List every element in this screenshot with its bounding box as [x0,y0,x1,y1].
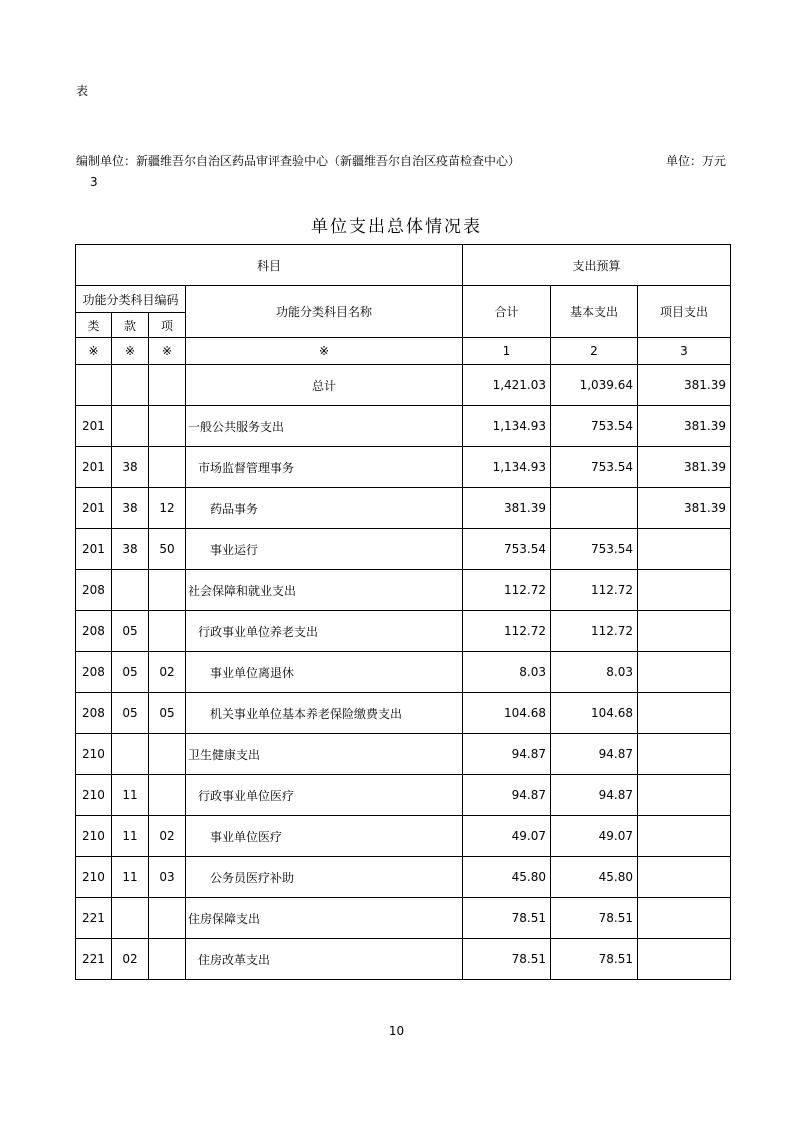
table-row [76,447,731,488]
cell-lei: 210 [76,857,112,898]
cell-name: 市场监督管理事务 [186,447,463,488]
cell-kuan [112,570,149,611]
doc-label: 表 [76,84,89,98]
cell-name: 一般公共服务支出 [186,406,463,447]
cell-kuan: 05 [112,693,149,734]
cell-xiang: 03 [149,857,186,898]
cell-project [638,898,731,939]
table-row [76,529,731,570]
header-subject: 科目 [76,245,463,286]
marker-project: 3 [638,338,731,365]
cell-project [638,570,731,611]
header-name: 功能分类科目名称 [186,286,463,338]
cell-project [638,652,731,693]
cell-xiang: 02 [149,816,186,857]
cell-total: 753.54 [463,529,551,570]
cell-xiang: 02 [149,652,186,693]
marker-row [76,338,731,365]
cell-name: 住房保障支出 [186,898,463,939]
header-basic: 基本支出 [551,286,638,338]
cell-lei: 201 [76,447,112,488]
header-code-group: 功能分类科目编码 [76,286,186,313]
cell-project: 381.39 [638,488,731,529]
cell-kuan: 38 [112,488,149,529]
header-project: 项目支出 [638,286,731,338]
cell-xiang: 12 [149,488,186,529]
cell-lei: 208 [76,611,112,652]
cell-total: 78.51 [463,939,551,980]
cell-total: 1,134.93 [463,406,551,447]
table-row [76,734,731,775]
cell-project [638,693,731,734]
cell-name: 行政事业单位养老支出 [186,611,463,652]
cell-kuan: 38 [112,529,149,570]
cell-project: 381.39 [638,406,731,447]
cell-basic: 112.72 [551,570,638,611]
cell-total: 49.07 [463,816,551,857]
marker-xiang: ※ [149,338,186,365]
header-budget: 支出预算 [463,245,731,286]
cell-kuan [112,406,149,447]
header-lei: 类 [76,313,112,338]
cell-lei: 221 [76,939,112,980]
cell-basic: 112.72 [551,611,638,652]
cell-xiang [149,406,186,447]
cell-project [638,611,731,652]
cell-total: 112.72 [463,611,551,652]
table-row [76,898,731,939]
table-row [76,693,731,734]
cell-project [638,816,731,857]
cell-xiang [149,570,186,611]
cell-name: 事业运行 [186,529,463,570]
cell-kuan: 11 [112,775,149,816]
cell-name: 社会保障和就业支出 [186,570,463,611]
page-number: 10 [388,1024,405,1038]
cell-name: 事业单位离退休 [186,652,463,693]
cell-total: 94.87 [463,734,551,775]
table-row [76,775,731,816]
cell-name: 行政事业单位医疗 [186,775,463,816]
cell-total: 45.80 [463,857,551,898]
table-row [76,488,731,529]
table-row [76,611,731,652]
cell-basic: 45.80 [551,857,638,898]
cell-basic: 104.68 [551,693,638,734]
header-row-2 [76,286,731,313]
cell-xiang [149,611,186,652]
table-row [76,857,731,898]
cell-project: 381.39 [638,447,731,488]
cell-xiang [149,447,186,488]
cell-xiang [149,898,186,939]
cell-name: 卫生健康支出 [186,734,463,775]
cell-kuan: 05 [112,611,149,652]
table-row [76,816,731,857]
cell-name: 事业单位医疗 [186,816,463,857]
total-row-project: 381.39 [638,365,731,406]
table-row [76,939,731,980]
cell-lei: 201 [76,529,112,570]
cell-total: 381.39 [463,488,551,529]
cell-project [638,734,731,775]
cell-kuan: 02 [112,939,149,980]
marker-name: ※ [186,338,463,365]
cell-lei: 210 [76,775,112,816]
cell-xiang [149,734,186,775]
cell-kuan: 05 [112,652,149,693]
expenditure-table [75,244,731,980]
cell-name: 住房改革支出 [186,939,463,980]
cell-project [638,857,731,898]
cell-basic: 753.54 [551,529,638,570]
cell-kuan: 11 [112,857,149,898]
cell-project [638,939,731,980]
cell-name: 药品事务 [186,488,463,529]
cell-basic [551,488,638,529]
total-row [76,365,731,406]
table-row [76,406,731,447]
cell-lei: 208 [76,570,112,611]
cell-lei: 208 [76,693,112,734]
cell-basic: 78.51 [551,939,638,980]
total-row-name: 总计 [186,365,463,406]
marker-lei: ※ [76,338,112,365]
cell-basic: 753.54 [551,447,638,488]
cell-kuan [112,734,149,775]
cell-total: 112.72 [463,570,551,611]
cell-basic: 94.87 [551,775,638,816]
page-title: 单位支出总体情况表 [311,217,482,237]
currency-unit: 单位：万元 [666,154,727,168]
cell-lei: 210 [76,816,112,857]
header-row-1 [76,245,731,286]
cell-lei: 201 [76,406,112,447]
cell-project [638,529,731,570]
cell-name: 公务员医疗补助 [186,857,463,898]
total-row-total: 1,421.03 [463,365,551,406]
cell-total: 1,134.93 [463,447,551,488]
cell-lei: 210 [76,734,112,775]
table-row [76,652,731,693]
header-kuan: 款 [112,313,149,338]
cell-basic: 753.54 [551,406,638,447]
cell-total: 94.87 [463,775,551,816]
cell-project [638,775,731,816]
marker-basic: 2 [551,338,638,365]
cell-xiang: 50 [149,529,186,570]
marker-total: 1 [463,338,551,365]
cell-lei: 201 [76,488,112,529]
total-row-basic: 1,039.64 [551,365,638,406]
cell-kuan: 11 [112,816,149,857]
table-number: 3 [90,175,98,189]
cell-kuan [112,898,149,939]
cell-lei: 221 [76,898,112,939]
table-row [76,570,731,611]
marker-kuan: ※ [112,338,149,365]
cell-basic: 49.07 [551,816,638,857]
cell-kuan: 38 [112,447,149,488]
cell-basic: 94.87 [551,734,638,775]
header-xiang: 项 [149,313,186,338]
cell-xiang: 05 [149,693,186,734]
cell-name: 机关事业单位基本养老保险缴费支出 [186,693,463,734]
cell-basic: 8.03 [551,652,638,693]
cell-total: 78.51 [463,898,551,939]
cell-xiang [149,939,186,980]
cell-lei: 208 [76,652,112,693]
header-total: 合计 [463,286,551,338]
cell-total: 8.03 [463,652,551,693]
cell-total: 104.68 [463,693,551,734]
cell-xiang [149,775,186,816]
cell-basic: 78.51 [551,898,638,939]
compiling-unit: 编制单位：新疆维吾尔自治区药品审评查验中心（新疆维吾尔自治区疫苗检查中心） [76,154,521,168]
